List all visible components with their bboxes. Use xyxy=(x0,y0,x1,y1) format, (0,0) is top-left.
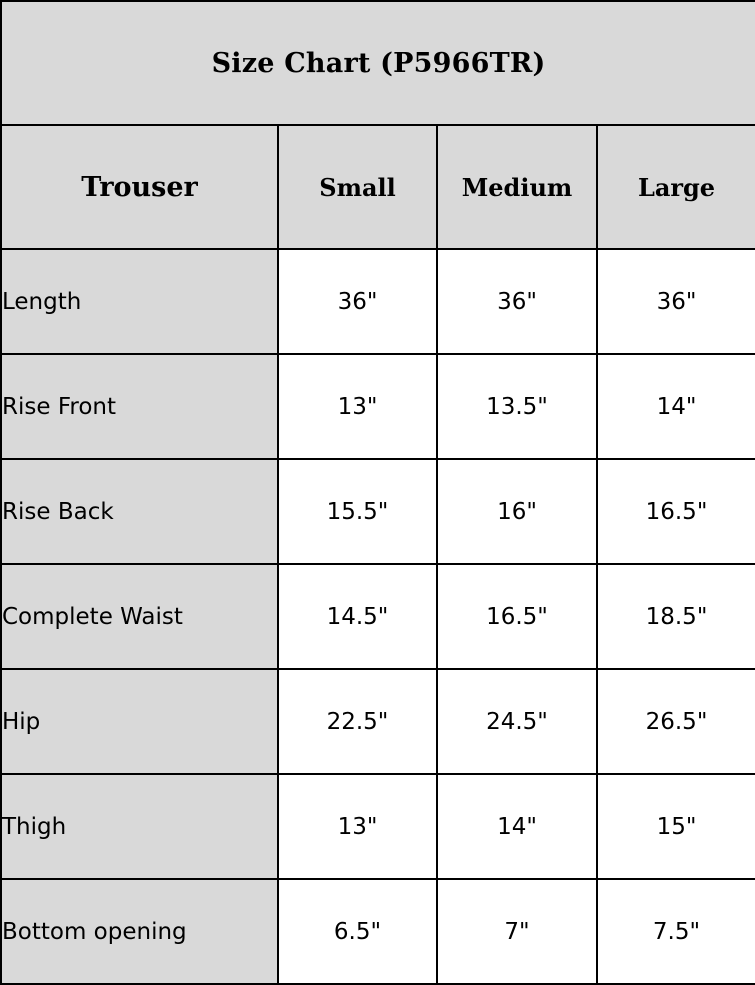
cell-hip-small: 22.5" xyxy=(278,669,437,774)
column-header-trouser: Trouser xyxy=(1,125,278,249)
cell-bottom-opening-medium: 7" xyxy=(437,879,597,984)
cell-hip-large: 26.5" xyxy=(597,669,755,774)
cell-rise-front-large: 14" xyxy=(597,354,755,459)
row-label-rise-back: Rise Back xyxy=(1,459,278,564)
cell-complete-waist-large: 18.5" xyxy=(597,564,755,669)
cell-rise-front-small: 13" xyxy=(278,354,437,459)
cell-complete-waist-medium: 16.5" xyxy=(437,564,597,669)
cell-thigh-large: 15" xyxy=(597,774,755,879)
table-row xyxy=(1,879,755,984)
row-label-hip: Hip xyxy=(1,669,278,774)
cell-thigh-medium: 14" xyxy=(437,774,597,879)
table-row xyxy=(1,669,755,774)
cell-rise-back-medium: 16" xyxy=(437,459,597,564)
title-row xyxy=(1,1,755,125)
cell-rise-front-medium: 13.5" xyxy=(437,354,597,459)
table-row xyxy=(1,459,755,564)
cell-complete-waist-small: 14.5" xyxy=(278,564,437,669)
cell-length-medium: 36" xyxy=(437,249,597,354)
row-label-rise-front: Rise Front xyxy=(1,354,278,459)
cell-rise-back-small: 15.5" xyxy=(278,459,437,564)
cell-length-large: 36" xyxy=(597,249,755,354)
cell-thigh-small: 13" xyxy=(278,774,437,879)
row-label-bottom-opening: Bottom opening xyxy=(1,879,278,984)
row-label-thigh: Thigh xyxy=(1,774,278,879)
table-row xyxy=(1,249,755,354)
cell-bottom-opening-small: 6.5" xyxy=(278,879,437,984)
column-header-medium: Medium xyxy=(437,125,597,249)
cell-rise-back-large: 16.5" xyxy=(597,459,755,564)
header-row xyxy=(1,125,755,249)
table-row xyxy=(1,354,755,459)
column-header-small: Small xyxy=(278,125,437,249)
cell-bottom-opening-large: 7.5" xyxy=(597,879,755,984)
table-row xyxy=(1,774,755,879)
row-label-complete-waist: Complete Waist xyxy=(1,564,278,669)
table-row xyxy=(1,564,755,669)
row-label-length: Length xyxy=(1,249,278,354)
chart-title: Size Chart (P5966TR) xyxy=(1,1,755,125)
column-header-large: Large xyxy=(597,125,755,249)
cell-hip-medium: 24.5" xyxy=(437,669,597,774)
cell-length-small: 36" xyxy=(278,249,437,354)
